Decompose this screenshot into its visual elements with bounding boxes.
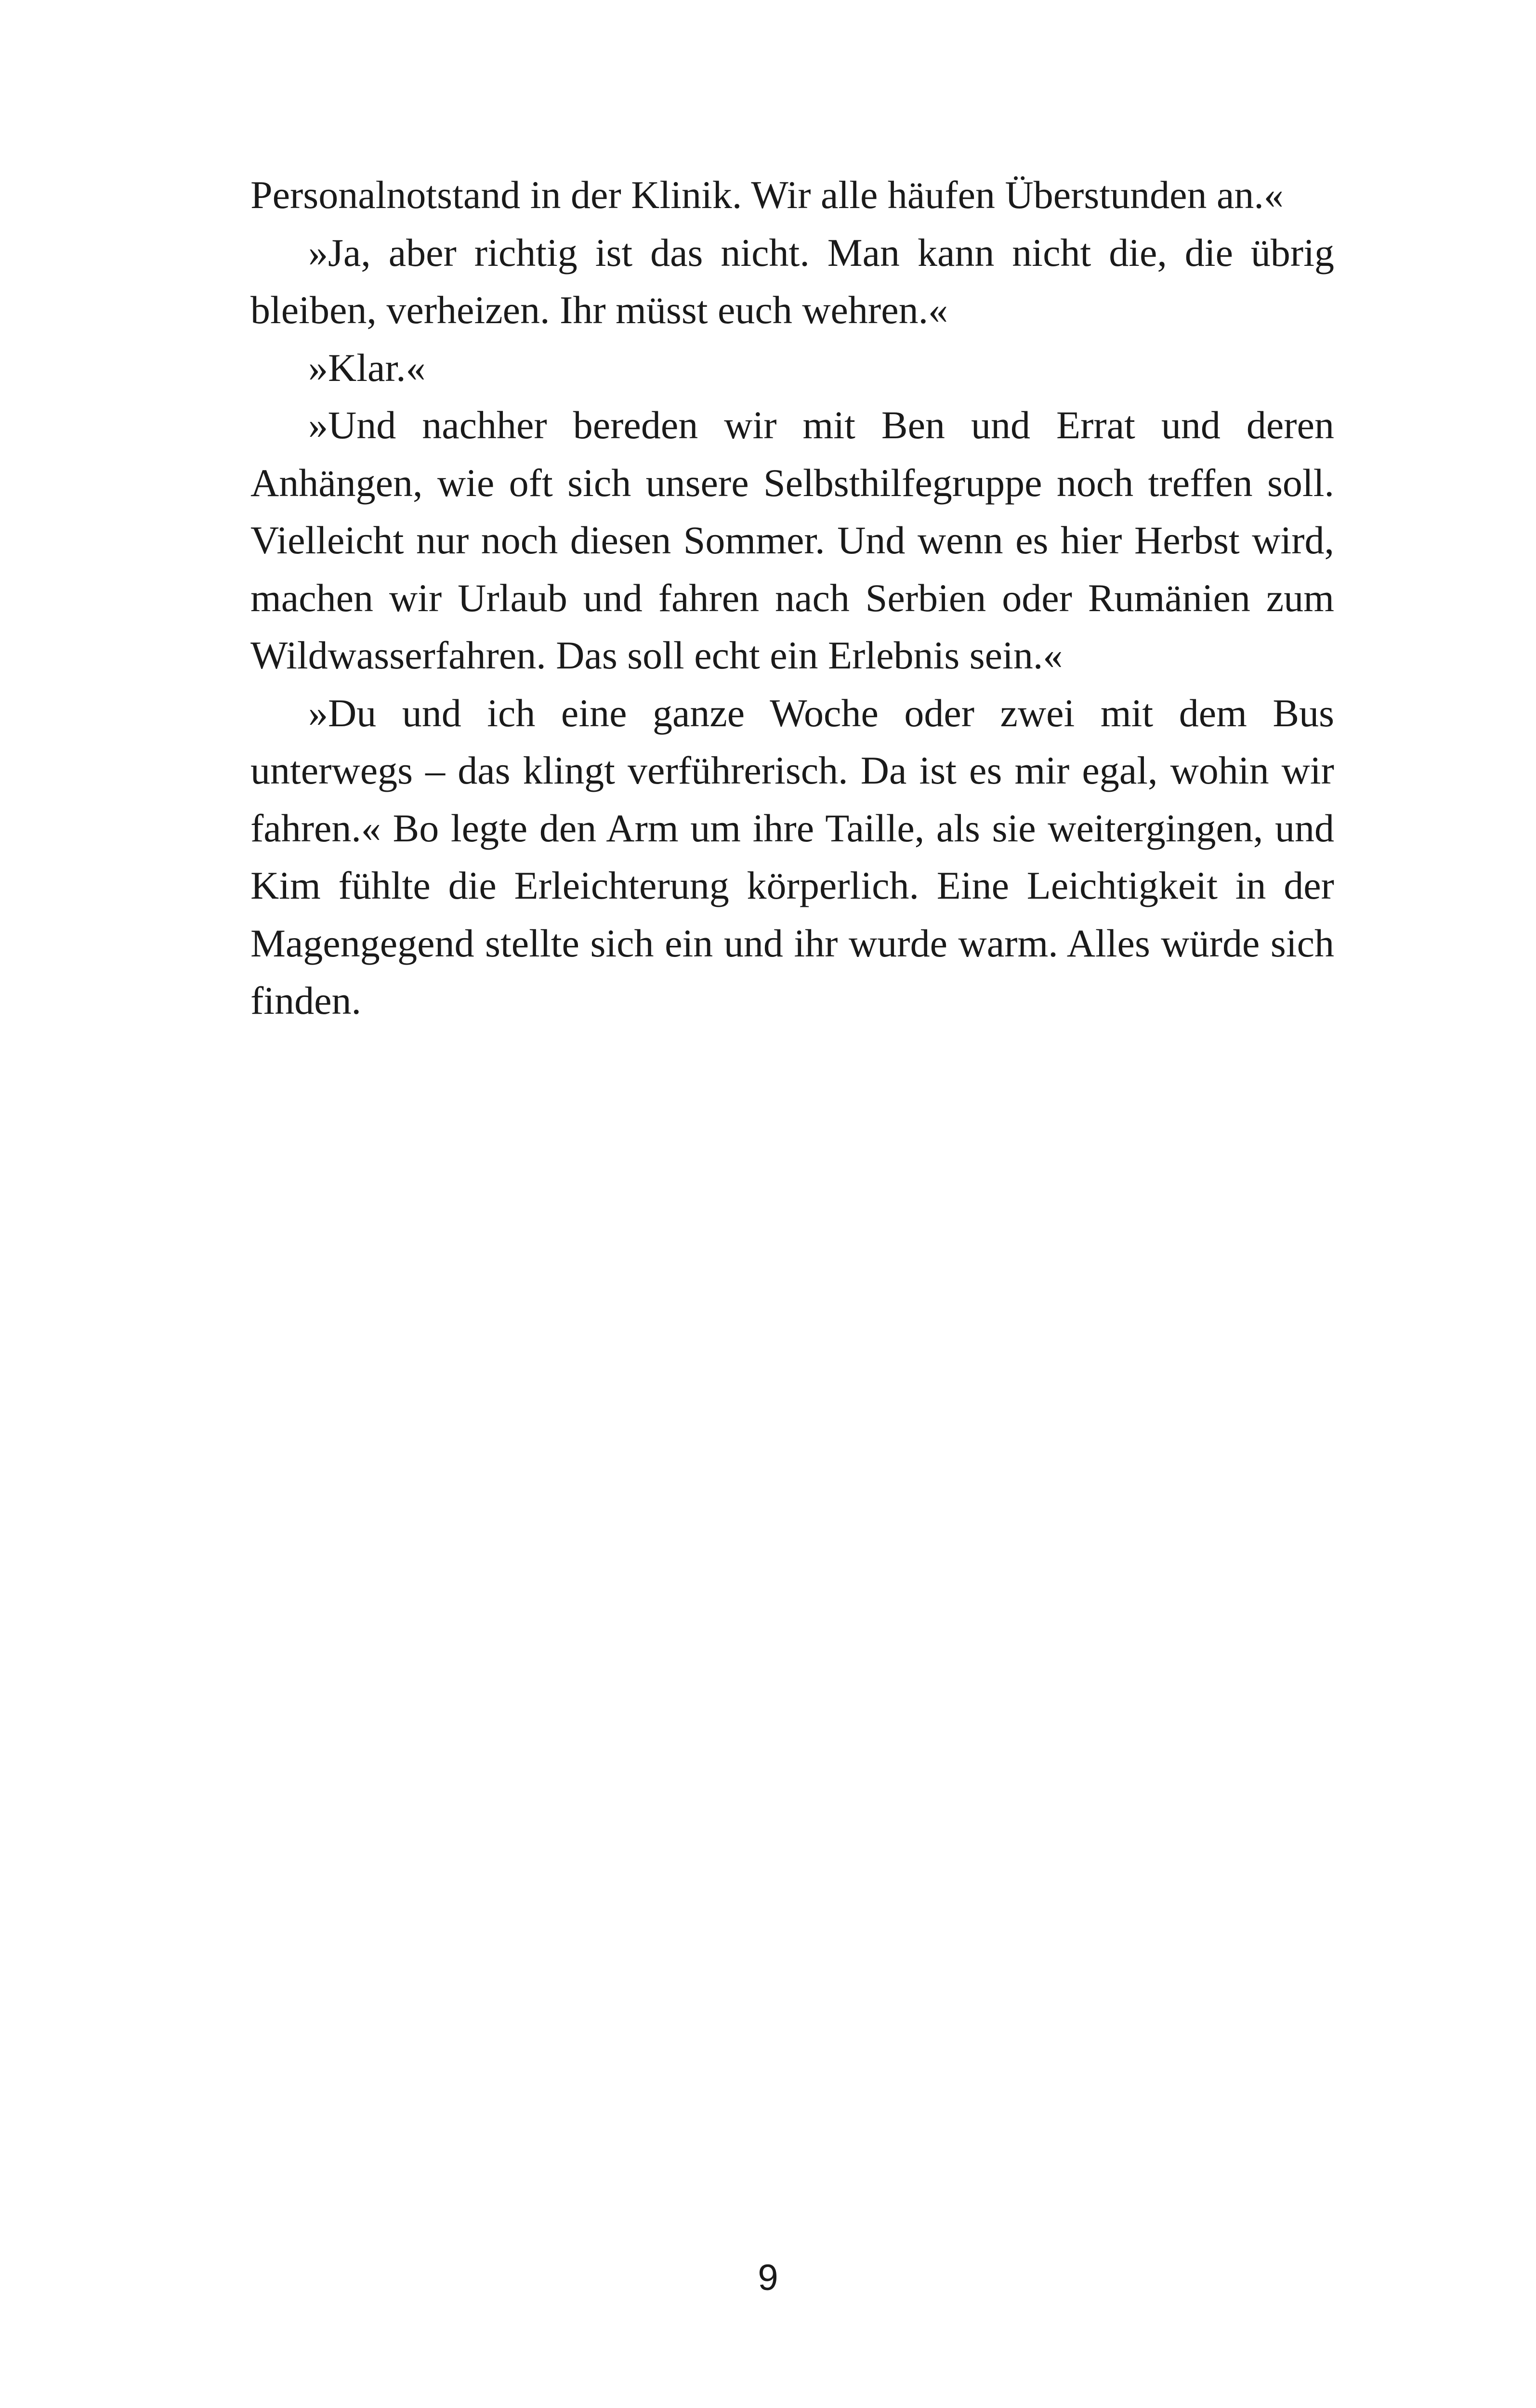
paragraph-2: »Ja, aber richtig ist das nicht. Man kann nicht die, die übrig bleiben, verheizen. Ihr müsst euch wehren.«	[250, 230, 1334, 332]
paragraph-3: »Klar.«	[308, 345, 426, 390]
page-number: 9	[758, 2257, 778, 2298]
paragraph-5: »Du und ich eine ganze Woche oder zwei mit dem Bus unterwegs – das klingt verführerisch. Da ist es mir egal, wohin wir fahren.« Bo legte den Arm um ihre Taille, als sie weitergingen, und Kim fühlte die Erleichterung körperlich. Eine Leichtigkeit in der Magengegend stellte sich ein und ihr wurde warm. Alles würde sich finden.	[250, 691, 1334, 1022]
body-text	[250, 166, 1334, 1030]
paragraph-4: »Und nachher bereden wir mit Ben und Errat und deren Anhängen, wie oft sich unsere Selbsthilfegruppe noch treffen soll. Vielleicht nur noch diesen Sommer. Und wenn es hier Herbst wird, machen wir Urlaub und fahren nach Serbien oder Rumänien zum Wildwasserfahren. Das soll echt ein Erlebnis sein.«	[250, 403, 1334, 677]
paragraph-1: Personalnotstand in der Klinik. Wir alle häufen Überstunden an.«	[250, 173, 1284, 217]
